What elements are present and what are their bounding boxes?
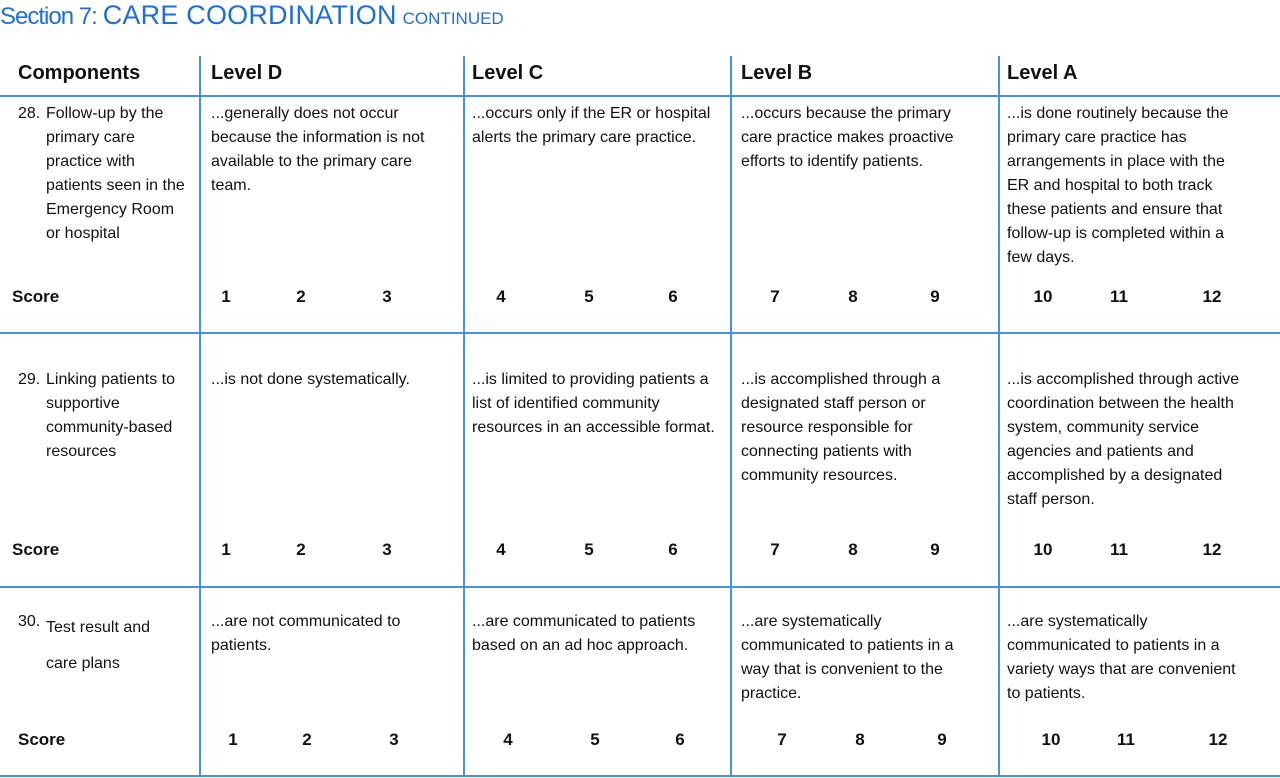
score-option[interactable]: 8 (848, 287, 858, 306)
score-option[interactable]: 2 (296, 540, 306, 559)
score-option[interactable]: 5 (590, 730, 600, 749)
level-b-text: ...are systematically communicated to patients in a way that is convenient to the practice. (741, 613, 954, 702)
level-a-text: ...are systematically communicated to patients in a variety ways that are convenient to patients. (1007, 613, 1236, 702)
score-option[interactable]: 10 (1041, 730, 1061, 749)
level-b-text: ...is accomplished through a designated staff person or resource responsible for connecting patients with community resources. (741, 371, 941, 484)
score-option[interactable]: 4 (496, 540, 506, 559)
score-option[interactable]: 9 (930, 540, 940, 559)
column-divider (463, 56, 465, 776)
score-option[interactable]: 12 (1202, 287, 1222, 306)
score-option[interactable]: 3 (389, 730, 399, 749)
section-title (0, 0, 504, 34)
component-number: 28. (18, 105, 41, 122)
header-level-b: Level B (741, 62, 813, 84)
component-text: Test result and care plans (46, 619, 151, 672)
score-option[interactable]: 4 (503, 730, 513, 749)
score-option[interactable]: 1 (221, 287, 231, 306)
score-option[interactable]: 3 (382, 540, 392, 559)
score-option[interactable]: 6 (668, 540, 678, 559)
level-c-text: ...occurs only if the ER or hospital alerts the primary care practice. (472, 105, 711, 146)
score-option[interactable]: 11 (1110, 287, 1128, 306)
section-name: CARE COORDINATION (102, 0, 397, 30)
score-option[interactable]: 5 (584, 540, 594, 559)
score-option[interactable]: 5 (584, 287, 594, 306)
component-text: Follow-up by the primary care practice with patients seen in the Emergency Room or hospital (46, 105, 185, 242)
level-b-text: ...occurs because the primary care practice makes proactive efforts to identify patients. (741, 105, 954, 170)
header-components: Components (18, 62, 141, 84)
column-divider (998, 56, 1000, 776)
header-level-c: Level C (472, 62, 544, 84)
score-option[interactable]: 2 (296, 287, 306, 306)
level-d-text: ...generally does not occur because the information is not available to the primary care team. (211, 105, 425, 194)
score-option[interactable]: 9 (930, 287, 940, 306)
score-option[interactable]: 7 (770, 540, 780, 559)
level-d-text: ...is not done systematically. (211, 371, 410, 388)
header-divider (0, 95, 1280, 97)
score-option[interactable]: 12 (1202, 540, 1222, 559)
score-option[interactable]: 10 (1033, 540, 1053, 559)
score-option[interactable]: 4 (496, 287, 506, 306)
level-c-text: ...is limited to providing patients a list of identified community resources in an accessible format. (472, 371, 715, 436)
level-a-text: ...is accomplished through active coordination between the health system, community service agencies and patients and accomplished by a designated staff person. (1007, 371, 1240, 508)
score-option[interactable]: 8 (848, 540, 858, 559)
column-divider (199, 56, 201, 776)
row-divider (0, 332, 1280, 334)
score-option[interactable]: 6 (675, 730, 685, 749)
score-label: Score (12, 540, 60, 559)
header-level-d: Level D (211, 62, 283, 84)
score-option[interactable]: 1 (221, 540, 231, 559)
table-bottom-border (0, 775, 1280, 777)
score-option[interactable]: 12 (1208, 730, 1228, 749)
component-number: 29. (18, 371, 41, 388)
score-option[interactable]: 10 (1033, 287, 1053, 306)
score-label: Score (12, 287, 60, 306)
header-level-a: Level A (1007, 62, 1078, 84)
score-option[interactable]: 7 (770, 287, 780, 306)
section-suffix: CONTINUED (402, 9, 504, 28)
level-d-text: ...are not communicated to patients. (211, 613, 401, 654)
row-divider (0, 586, 1280, 588)
score-label: Score (18, 730, 66, 749)
score-option[interactable]: 11 (1117, 730, 1135, 749)
score-option[interactable]: 9 (937, 730, 947, 749)
score-option[interactable]: 1 (228, 730, 238, 749)
column-divider (730, 56, 732, 776)
score-option[interactable]: 8 (855, 730, 865, 749)
score-option[interactable]: 7 (777, 730, 787, 749)
component-text: Linking patients to supportive community-based resources (46, 371, 175, 460)
level-a-text: ...is done routinely because the primary care practice has arrangements in place with the ER and hospital to both track these patients and ensure that follow-up is completed within a few days. (1007, 105, 1229, 266)
section-number: Section 7: (0, 3, 97, 30)
component-number: 30. (18, 613, 41, 630)
level-c-text: ...are communicated to patients based on an ad hoc approach. (472, 613, 696, 654)
score-option[interactable]: 11 (1110, 540, 1128, 559)
score-option[interactable]: 3 (382, 287, 392, 306)
score-option[interactable]: 2 (302, 730, 312, 749)
score-option[interactable]: 6 (668, 287, 678, 306)
